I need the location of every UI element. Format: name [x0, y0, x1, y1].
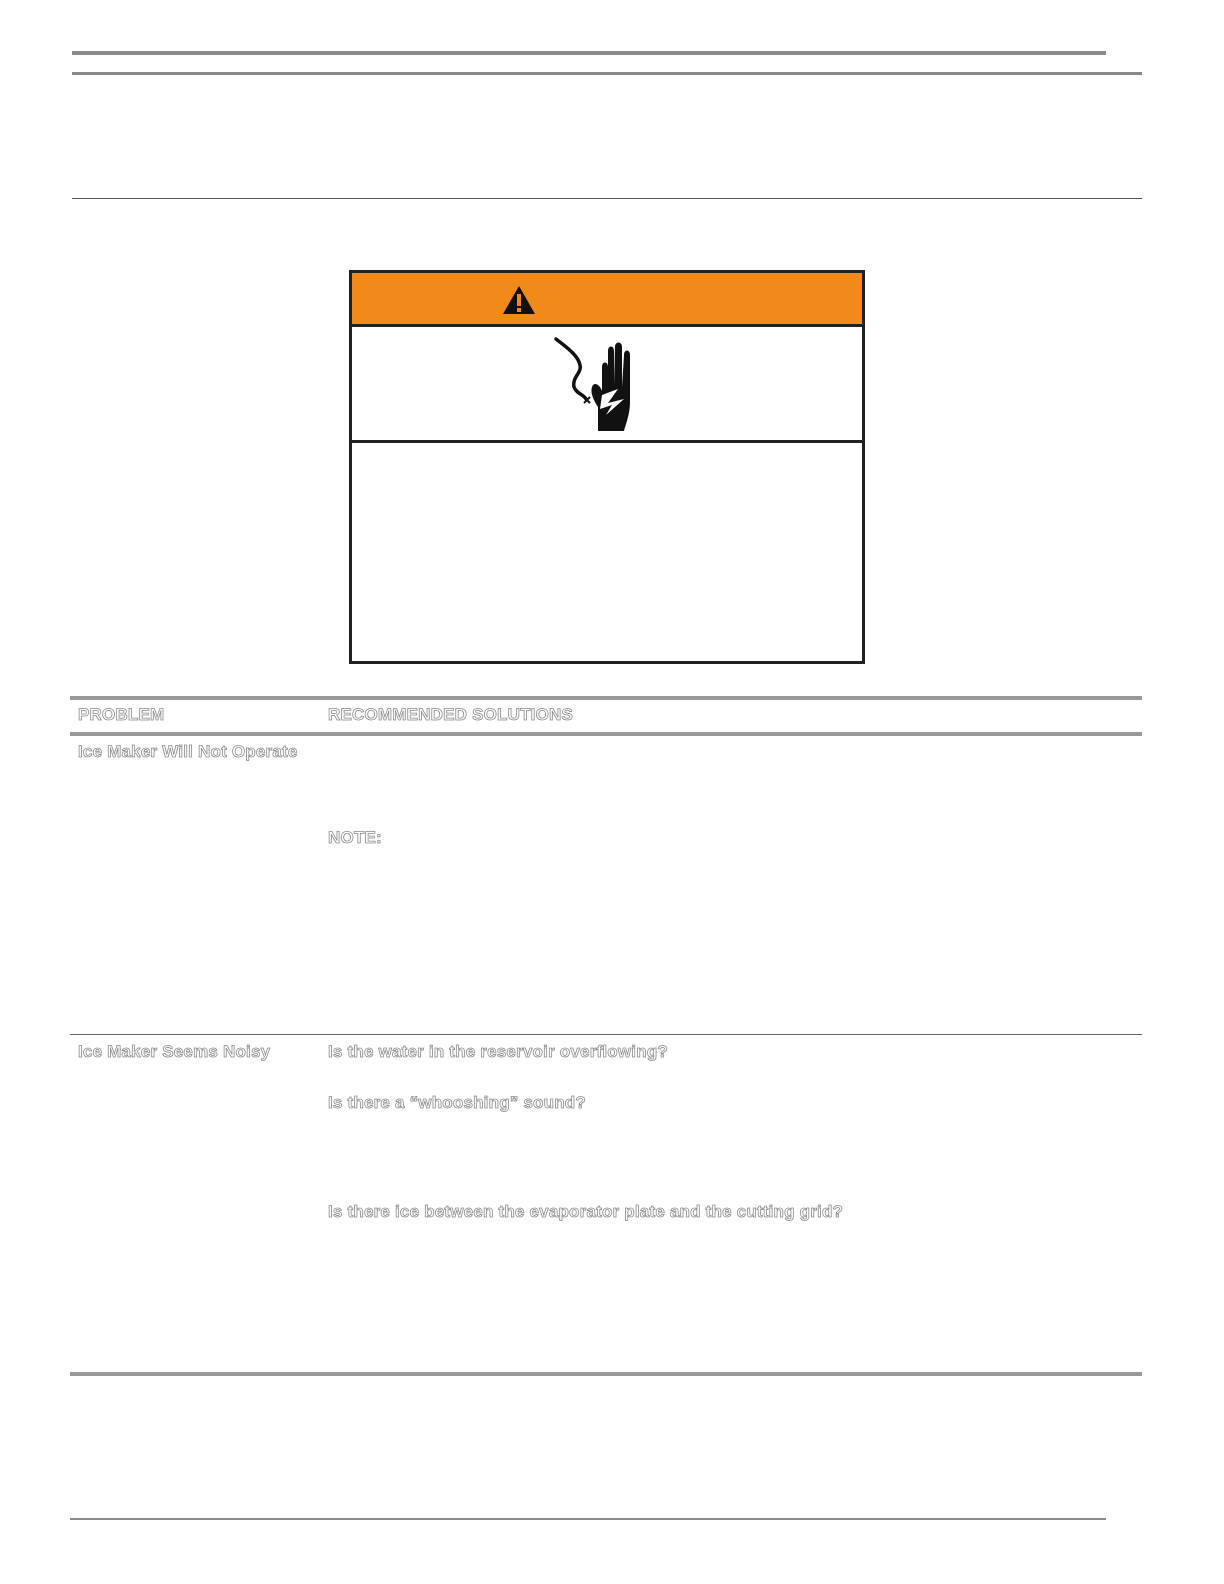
solution-reservoir-overflowing: Is the water in the reservoir overflowing? [328, 1042, 668, 1061]
warning-banner [352, 273, 862, 327]
table-top-rule [70, 696, 1142, 700]
electrical-shock-hand-icon [554, 337, 644, 432]
solution-ice-between-plate-and-grid: Is there ice between the evaporator plate and the cutting grid? [328, 1202, 844, 1221]
top-rule [72, 51, 1106, 55]
warning-icon-panel [352, 327, 862, 443]
footer-rule [70, 1518, 1106, 1520]
table-row-divider [70, 1034, 1142, 1035]
warning-text-panel [352, 443, 862, 661]
top-rule-secondary [72, 72, 1142, 75]
header-divider [72, 198, 1142, 199]
warning-triangle-icon [502, 285, 536, 315]
warning-box [349, 270, 865, 664]
table-header-rule [70, 732, 1142, 736]
column-header-problem: PROBLEM [78, 705, 165, 724]
problem-ice-maker-will-not-operate: Ice Maker Will Not Operate [78, 742, 298, 761]
problem-ice-maker-seems-noisy: Ice Maker Seems Noisy [78, 1042, 271, 1061]
solution-note-label: NOTE: [328, 828, 382, 847]
column-header-solutions: RECOMMENDED SOLUTIONS [328, 705, 574, 724]
table-bottom-rule [70, 1372, 1142, 1376]
solution-whooshing-sound: Is there a “whooshing” sound? [328, 1093, 586, 1112]
